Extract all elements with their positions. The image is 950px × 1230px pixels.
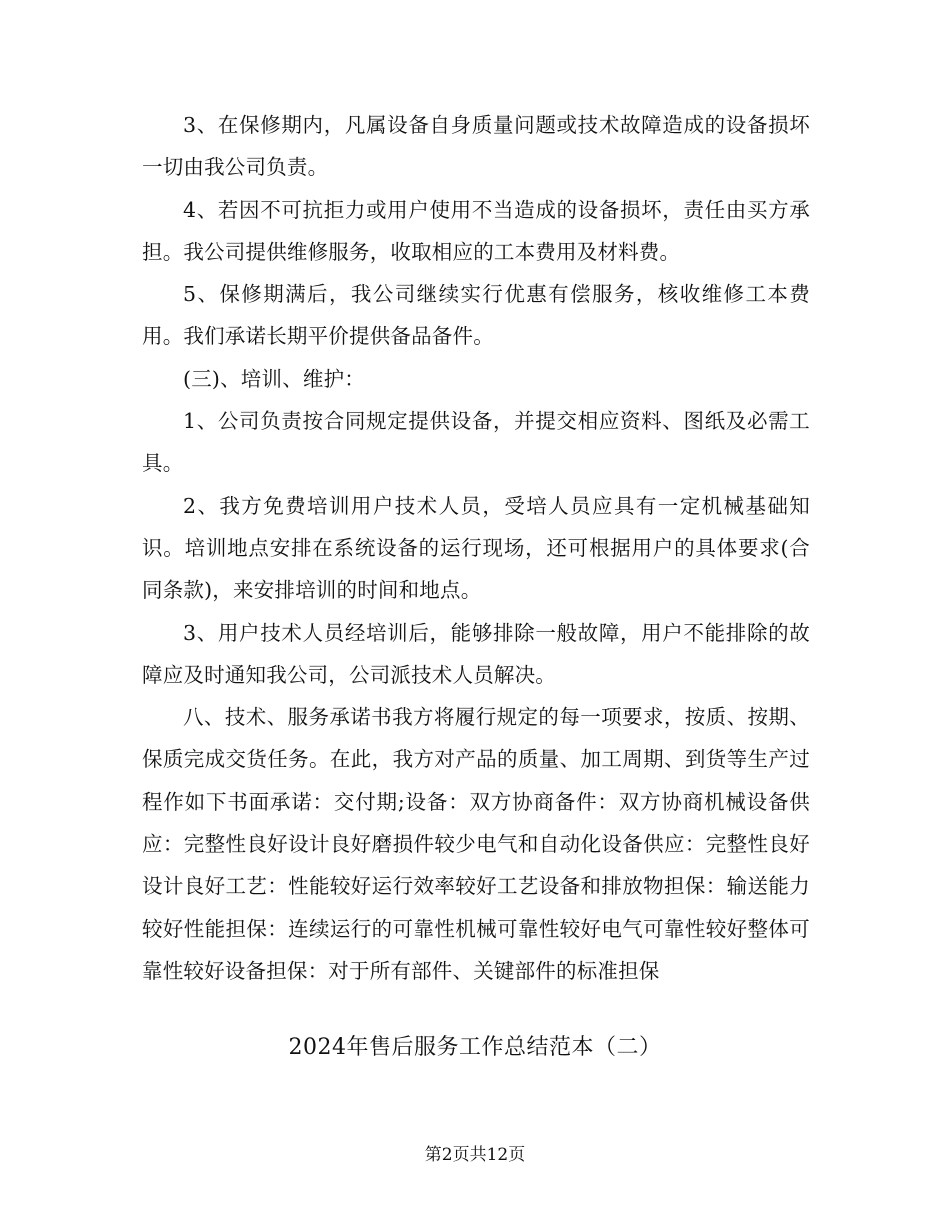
paragraph-after-warranty: 5、保修期满后，我公司继续实行优惠有偿服务，核收维修工本费用。我们承诺长期平价提供备品备件。 (142, 282, 810, 349)
subsection-title-training: (三)、培训、维护： (183, 366, 365, 391)
section-heading: 2024年售后服务工作总结范本（二） (288, 1035, 662, 1060)
paragraph-supply-equipment: 1、公司负责按合同规定提供设备，并提交相应资料、图纸及必需工具。 (142, 409, 810, 476)
paragraph-force-majeure: 4、若因不可抗拒力或用户使用不当造成的设备损坏，责任由买方承担。我公司提供维修服务，收取相应的工本费用及材料费。 (142, 197, 810, 264)
document-body (142, 104, 810, 992)
paragraph-troubleshooting: 3、用户技术人员经培训后，能够排除一般故障，用户不能排除的故障应及时通知我公司，公司派技术人员解决。 (142, 620, 810, 687)
paragraph-service-commitment: 八、技术、服务承诺书我方将履行规定的每一项要求，按质、按期、保质完成交货任务。在此，我方对产品的质量、加工周期、到货等生产过程作如下书面承诺：交付期;设备：双方协商备件：双方协商机械设备供应：完整性良好设计良好磨损件较少电气和自动化设备供应：完整性良好设计良好工艺：性能较好运行效率较好工艺设备和排放物担保：输送能力较好性能担保：连续运行的可靠性机械可靠性较好电气可靠性较好整体可靠性较好设备担保：对于所有部件、关键部件的标准担保 (142, 705, 810, 983)
paragraph-warranty-quality: 3、在保修期内，凡属设备自身质量问题或技术故障造成的设备损坏一切由我公司负责。 (142, 113, 810, 180)
paragraph-free-training: 2、我方免费培训用户技术人员，受培人员应具有一定机械基础知识。培训地点安排在系统设备的运行现场，还可根据用户的具体要求(合同条款)，来安排培训的时间和地点。 (142, 493, 810, 603)
page-number-footer: 第2页共12页 (424, 1145, 526, 1165)
